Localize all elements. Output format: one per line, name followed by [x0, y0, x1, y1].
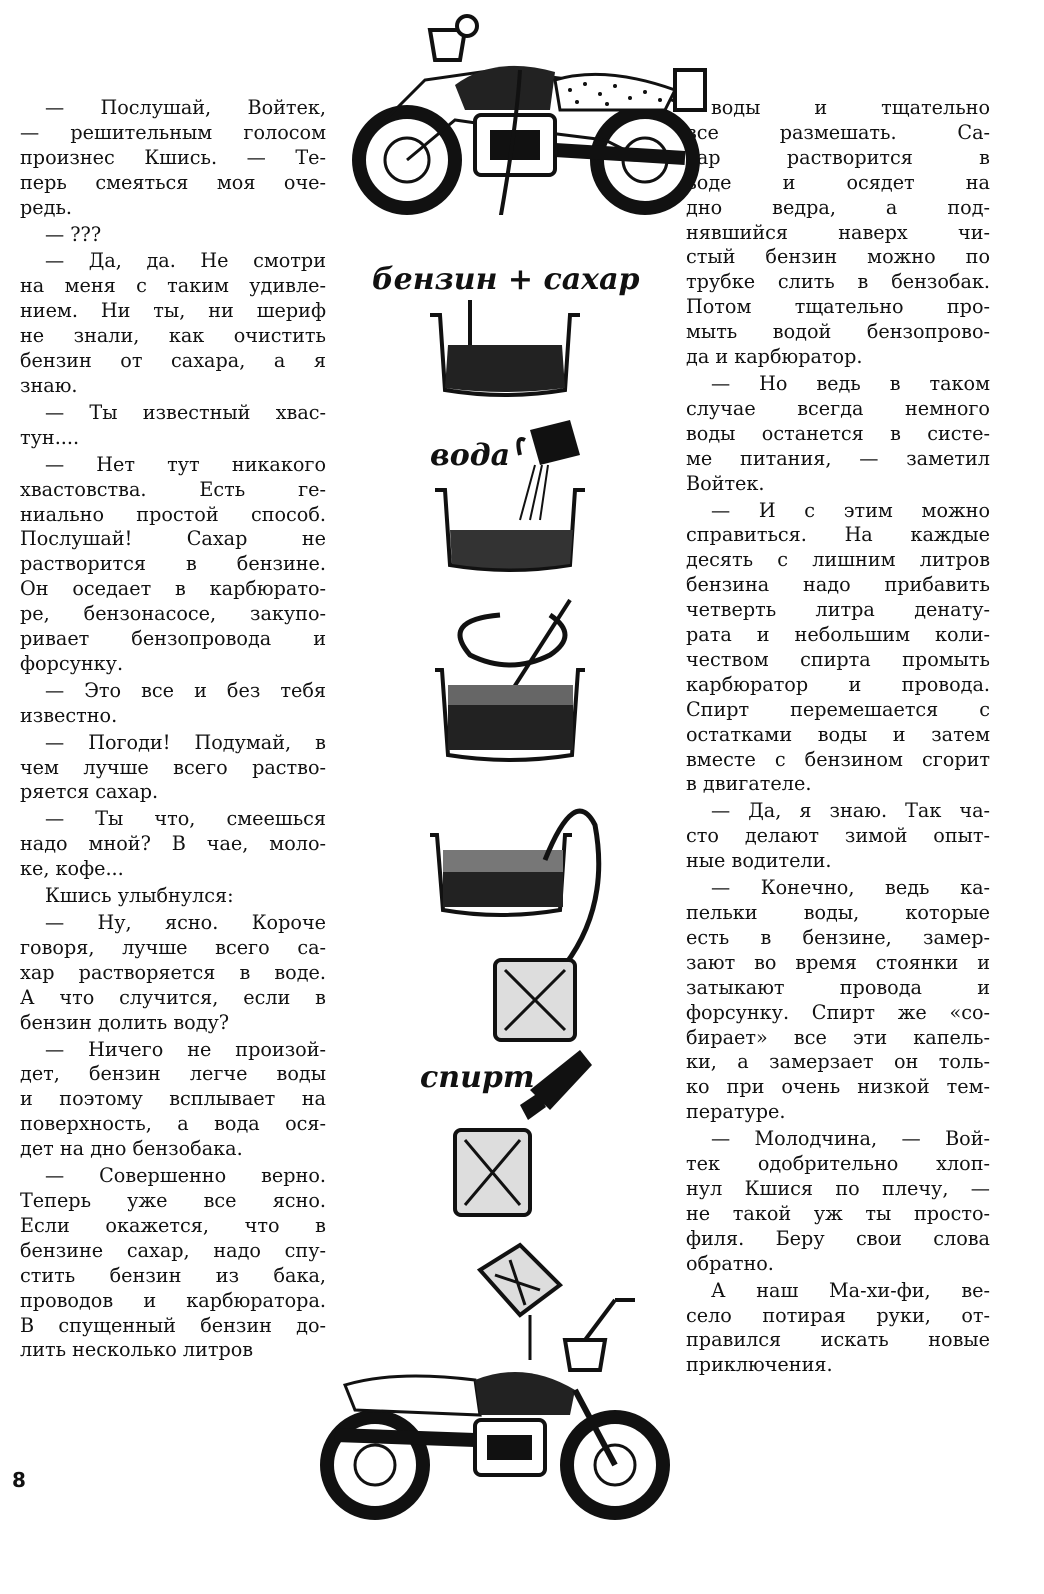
text-line: село потирая руки, от- [686, 1303, 990, 1327]
text-line: дет на дно бензобака. [20, 1137, 243, 1161]
text-line: В спущенный бензин до- [20, 1313, 326, 1337]
page-number: 8 [12, 1468, 26, 1492]
text-line: воде и осядет на [686, 170, 990, 194]
text-line: стить бензин из бака, [20, 1263, 326, 1287]
text-line: — Молодчина, — Вой- [710, 1127, 990, 1151]
paragraph [20, 679, 326, 729]
text-line: ряется сахар. [20, 780, 159, 804]
paragraph [686, 876, 990, 1125]
text-line: ре, бензонасосе, закупо- [20, 602, 326, 626]
text-line: — Нет тут никакого [44, 452, 326, 476]
text-line: нием. Ни ты, ни шериф [20, 299, 326, 323]
text-line: Если окажется, что в [20, 1213, 326, 1237]
text-line: — Ты известный хвас- [44, 400, 326, 424]
text-line: говоря, лучше всего са- [20, 935, 326, 959]
text-line: — Погоди! Подумай, в [44, 730, 326, 754]
paragraph [20, 807, 326, 882]
bucket-water-illustration [430, 410, 595, 575]
text-line: пельки воды, которые [686, 901, 990, 924]
text-line: пературе. [686, 1100, 786, 1124]
paragraph [686, 799, 990, 874]
top-motorcycle-illustration [345, 10, 725, 215]
text-line: известно. [20, 703, 118, 727]
bucket-siphon-illustration [425, 795, 615, 1045]
text-line: ные водители. [686, 849, 832, 873]
text-line: да и карбюратор. [686, 345, 863, 369]
paragraph [686, 96, 990, 370]
text-line: воды останется в систе- [686, 421, 990, 445]
text-line: бензин долить воду? [20, 1010, 230, 1034]
text-line: тек одобрительно хлоп- [686, 1152, 990, 1176]
text-line: Войтек. [686, 471, 765, 495]
text-line: ме питания, — заметил [686, 446, 990, 470]
text-line: тун.... [20, 425, 80, 449]
text-line: вместе с бензином сгорит [686, 747, 990, 771]
text-line: нул Кшися по плечу, — [686, 1176, 990, 1200]
text-line: приключения. [686, 1353, 833, 1377]
text-line: случае всегда немного [686, 396, 990, 420]
text-line: ки, а замерзает он толь- [686, 1050, 990, 1074]
text-line: чем лучше всего раство- [20, 755, 326, 779]
text-line: — Ничего не произой- [44, 1037, 326, 1061]
paragraph [20, 1164, 326, 1363]
text-line: на меня с таким удивле- [20, 274, 326, 298]
text-line: не такой уж ты просто- [686, 1201, 990, 1225]
text-line: воды и тщательно [710, 96, 990, 119]
text-line: Спирт перемешается с [686, 697, 990, 721]
paragraph [20, 401, 326, 451]
text-line: рата и небольшим коли- [686, 623, 990, 647]
paragraph [20, 223, 326, 248]
text-line: есть в бензине, замер- [686, 925, 990, 949]
text-line: стый бензин можно по [686, 245, 990, 269]
text-line: четверть литра денату- [686, 598, 990, 622]
text-line: обратно. [686, 1251, 774, 1275]
text-line: ко при очень низкой тем- [686, 1075, 990, 1099]
text-line: форсунку. Спирт же «со- [686, 1000, 990, 1024]
paragraph [20, 453, 326, 677]
text-line: произнес Кшись. — Те- [20, 145, 326, 169]
text-line: филя. Беру свои слова [686, 1226, 990, 1250]
text-line: Послушай! Сахар не [20, 527, 326, 551]
text-line: хвастовства. Есть ге- [20, 477, 326, 501]
bottom-motorcycle-illustration [315, 1240, 680, 1530]
paragraph [20, 249, 326, 398]
text-line: десять с лишним литров [686, 548, 990, 572]
paragraph [686, 499, 990, 798]
text-line: справиться. На каждые [686, 523, 990, 547]
text-line: трубке слить в бензобак. [686, 270, 990, 294]
text-line: Он оседает в карбюрато- [20, 577, 326, 601]
text-line: бензине сахар, надо спу- [20, 1238, 326, 1262]
text-line: — ??? [44, 222, 102, 246]
text-line: перь смеяться моя оче- [20, 170, 326, 194]
text-line: в двигателе. [686, 772, 812, 796]
paragraph [686, 1127, 990, 1276]
text-line: и поэтому всплывает на [20, 1087, 326, 1111]
bucket-stirring-illustration [430, 595, 590, 765]
text-line: — Ну, ясно. Короче [44, 911, 326, 934]
text-line: сто делают зимой опыт- [686, 824, 990, 848]
text-line: Кшись улыбнулся: [44, 884, 234, 908]
text-line: — Это все и без тебя [44, 678, 326, 702]
text-line: остатками воды и затем [686, 722, 990, 746]
paragraph [20, 731, 326, 806]
alcohol-label: спирт [420, 1060, 535, 1095]
text-line: — Но ведь в таком [710, 371, 990, 395]
text-line: — Ты что, смеешься [44, 807, 326, 831]
text-line: правился искать новые [686, 1328, 990, 1352]
text-line: хар растворится в [686, 145, 990, 169]
left-text-column [20, 96, 326, 1365]
text-line: бензин от сахара, а я [20, 349, 326, 373]
text-line: ривает бензопровода и [20, 627, 326, 651]
text-line: надо мной? В чае, моло- [20, 832, 326, 856]
water-label: вода [430, 438, 511, 473]
text-line: ниально простой способ. [20, 502, 326, 526]
text-line: — Совершенно верно. [44, 1164, 326, 1188]
text-line: А что случится, если в [20, 985, 326, 1009]
text-line: растворится в бензине. [20, 552, 326, 576]
text-line: — решительным голосом [20, 120, 326, 144]
paragraph [686, 1279, 990, 1379]
text-line: поверхность, а вода ося- [20, 1112, 326, 1136]
text-line: — Да, да. Не смотри [44, 249, 326, 273]
text-line: Теперь уже все ясно. [20, 1188, 326, 1212]
paragraph [20, 884, 326, 909]
paragraph [20, 911, 326, 1036]
paragraph [20, 1038, 326, 1163]
text-line: — Послушай, Войтек, [44, 96, 326, 119]
text-line: затыкают провода и [686, 975, 990, 999]
text-line: нявшийся наверх чи- [686, 220, 990, 244]
text-line: все размешать. Са- [686, 120, 990, 144]
text-line: мыть водой бензопрово- [686, 320, 990, 344]
text-line: лить несколько литров [20, 1338, 254, 1362]
text-line: зают во время стоянки и [686, 950, 990, 974]
text-line: А наш Ма-хи-фи, ве- [710, 1278, 990, 1302]
paragraph [20, 96, 326, 221]
text-line: — Да, я знаю. Так ча- [710, 799, 990, 823]
text-line: дет, бензин легче воды [20, 1062, 326, 1086]
text-line: не знали, как очистить [20, 324, 326, 348]
text-line: бирает» все эти капель- [686, 1025, 990, 1049]
text-line: чеством спирта промыть [686, 647, 990, 671]
text-line: знаю. [20, 373, 78, 397]
gas-sugar-label: бензин + сахар [372, 262, 640, 297]
text-line: карбюратор и провода. [686, 672, 990, 696]
alcohol-bottle-illustration [450, 1045, 595, 1225]
text-line: редь. [20, 195, 72, 219]
text-line: — Конечно, ведь ка- [710, 876, 990, 900]
text-line: проводов и карбюратора. [20, 1288, 326, 1312]
paragraph [686, 372, 990, 497]
text-line: хар растворяется в воде. [20, 960, 326, 984]
text-line: бензина надо прибавить [686, 573, 990, 597]
right-text-column [686, 96, 990, 1380]
text-line: — И с этим можно [710, 498, 990, 522]
text-line: Потом тщательно про- [686, 295, 990, 319]
text-line: дно ведра, а под- [686, 195, 990, 219]
bucket-sugar-illustration [420, 300, 590, 405]
text-line: ке, кофе... [20, 857, 124, 881]
text-line: форсунку. [20, 651, 124, 675]
